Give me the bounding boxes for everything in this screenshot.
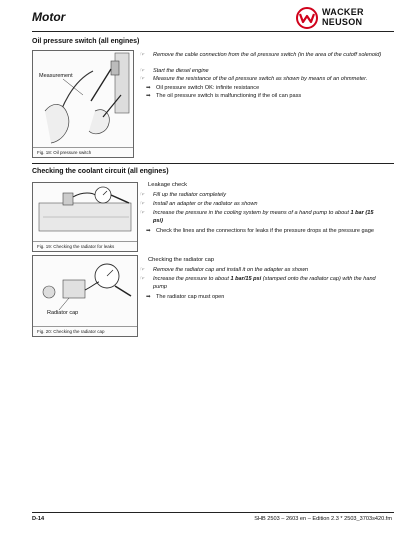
footer-rule bbox=[32, 512, 394, 513]
page-title: Motor bbox=[32, 10, 66, 24]
hand-pointer-icon: ☞ bbox=[140, 192, 146, 198]
result-switch-faulty bbox=[140, 92, 390, 100]
arrow-right-icon: ➡ bbox=[146, 294, 151, 300]
hand-pointer-icon: ☞ bbox=[140, 68, 146, 74]
figure-caption: Fig. 20: Checking the radiator cap bbox=[37, 329, 105, 334]
leak-check-illustration bbox=[33, 183, 137, 241]
page-number: D-14 bbox=[32, 516, 45, 522]
result-cap-opens bbox=[140, 293, 376, 301]
leakage-check-heading: Leakage check bbox=[148, 182, 187, 188]
step-text: Fill up the radiator completely bbox=[153, 192, 227, 198]
step-increase-cap-pressure bbox=[140, 275, 376, 291]
section-heading-coolant: Checking the coolant circuit (all engines) bbox=[32, 168, 169, 175]
figure-label-measurement: Measurement bbox=[39, 73, 73, 79]
hand-pointer-icon: ☞ bbox=[140, 201, 146, 207]
pressure-value: 1 bar (15 psi) bbox=[153, 210, 374, 224]
caption-divider bbox=[33, 147, 133, 148]
figure-caption: Fig. 18: Oil pressure switch bbox=[37, 150, 92, 155]
brand-logo bbox=[296, 7, 392, 29]
step-text: Start the diesel engine bbox=[153, 68, 209, 74]
document-reference: SHB 2503 – 2603 en – Edition 2.3 * 2503_3703s420.fm bbox=[254, 516, 392, 522]
figure-label-radiator-cap: Radiator cap bbox=[47, 310, 79, 316]
arrow-right-icon: ➡ bbox=[146, 228, 151, 234]
arrow-right-icon: ➡ bbox=[146, 85, 151, 91]
result-text: Check the lines and the connections for leaks if the pressure drops at the pressure gage bbox=[156, 228, 374, 234]
step-fill-radiator bbox=[140, 191, 390, 199]
result-check-lines bbox=[140, 227, 376, 235]
step-text: Remove the cable connection from the oil pressure switch (in the area of the cutoff solenoid) bbox=[153, 52, 382, 58]
figure-oil-pressure-switch bbox=[32, 50, 134, 158]
arrow-right-icon: ➡ bbox=[146, 93, 151, 99]
step-remove-cable bbox=[140, 51, 390, 59]
step-text bbox=[140, 275, 376, 291]
section-rule bbox=[32, 163, 394, 164]
step-install-adapter bbox=[140, 200, 390, 208]
figure-radiator-leak-check bbox=[32, 182, 138, 252]
brand-line-2: NEUSON bbox=[322, 17, 363, 27]
hand-pointer-icon: ☞ bbox=[140, 210, 146, 216]
hand-pointer-icon: ☞ bbox=[140, 76, 146, 82]
wacker-neuson-w-icon bbox=[296, 7, 318, 29]
step-start-engine bbox=[140, 67, 390, 75]
step-text: Remove the radiator cap and install it on the adapter as shown bbox=[153, 267, 309, 273]
caption-divider bbox=[33, 241, 137, 242]
hand-pointer-icon: ☞ bbox=[140, 267, 146, 273]
caption-divider bbox=[33, 326, 137, 327]
pressure-value: 1 bar/15 psi bbox=[230, 276, 262, 282]
step-increase-pressure bbox=[140, 209, 376, 225]
radiator-cap-heading: Checking the radiator cap bbox=[148, 257, 215, 263]
brand-name bbox=[322, 7, 364, 27]
step-text-part: Increase the pressure to about bbox=[153, 276, 231, 282]
step-text bbox=[140, 209, 376, 225]
header-rule bbox=[32, 31, 394, 32]
step-text-part: Increase the pressure in the cooling system by means of a hand pump to about bbox=[153, 210, 351, 216]
hand-pointer-icon: ☞ bbox=[140, 276, 146, 282]
step-text: Install an adapter or the radiator as shown bbox=[153, 201, 258, 207]
result-text: Oil pressure switch OK: infinite resistance bbox=[156, 85, 260, 91]
hand-pointer-icon: ☞ bbox=[140, 52, 146, 58]
section-heading-oil-pressure: Oil pressure switch (all engines) bbox=[32, 38, 140, 45]
step-measure-resistance bbox=[140, 75, 390, 83]
figure-caption: Fig. 19: Checking the radiator for leaks bbox=[37, 244, 115, 249]
result-text: The radiator cap must open bbox=[156, 294, 225, 300]
result-switch-ok bbox=[140, 84, 390, 92]
step-text: Measure the resistance of the oil pressure switch as shown by means of an ohmmeter. bbox=[153, 76, 368, 82]
step-remove-cap bbox=[140, 266, 390, 274]
oil-pressure-illustration bbox=[33, 51, 133, 147]
figure-radiator-cap-check bbox=[32, 255, 138, 337]
step-text-part: (stamped onto the radiator cap) with the hand pump bbox=[153, 276, 376, 290]
result-text: The oil pressure switch is malfunctioning if the oil can pass bbox=[156, 93, 302, 99]
brand-line-1: WACKER bbox=[322, 7, 364, 17]
